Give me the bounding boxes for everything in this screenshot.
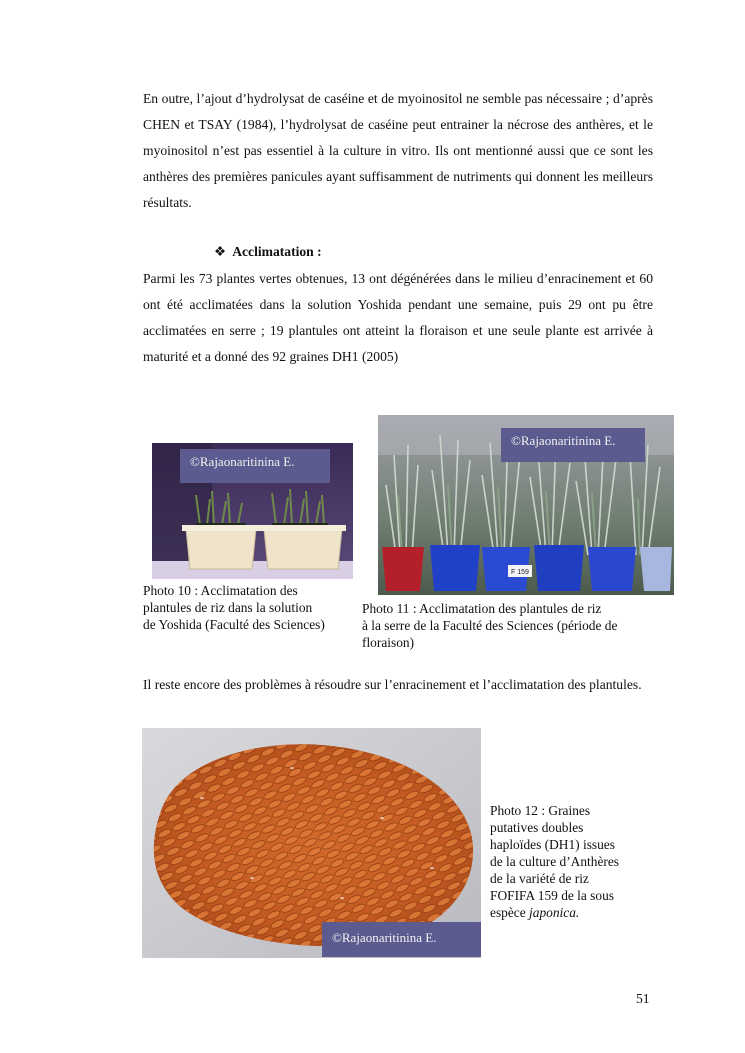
photo-10-caption — [143, 582, 358, 633]
caption-line: à la serre de la Faculté des Sciences (période de — [362, 618, 618, 633]
paragraph-problemes: Il reste encore des problèmes à résoudre sur l’enracinement et l’acclimatation des plantules. — [143, 677, 642, 692]
section-heading-acclimatation — [214, 244, 322, 260]
caption-text: espèce — [490, 905, 530, 920]
paragraph-hydrolysat: En outre, l’ajout d’hydrolysat de caséine et de myoinositol ne semble pas nécessaire ; d’après CHEN et TSAY (1984), l’hydrolysat de caséine peut entrainer la nécrose des anthères, et le myoinositol n’est pas essentiel à la culture in vitro. Ils ont mentionné aussi que ce sont les anthères des premières panicules ayant suffisamment de nutriments qui donnent les meilleurs résultats. — [143, 91, 653, 210]
caption-line — [490, 904, 660, 921]
photo-12-caption — [490, 802, 660, 921]
pot-label: F 159 — [511, 569, 529, 576]
caption-line: putatives doubles — [490, 820, 584, 835]
caption-line: Photo 10 : Acclimatation des — [143, 583, 298, 598]
caption-line: de la culture d’Anthères — [490, 854, 620, 869]
photo-10-credit: ©Rajaonaritinina E. — [180, 449, 330, 483]
caption-line: Photo 11 : Acclimatation des plantules de riz — [362, 601, 602, 616]
caption-line: Photo 12 : Graines — [490, 803, 591, 818]
photo-11-credit: ©Rajaonaritinina E. — [501, 428, 645, 462]
diamond-bullet-icon: ❖ — [214, 244, 227, 259]
caption-italic-text: japonica. — [529, 905, 580, 920]
page-number: 51 — [636, 991, 650, 1006]
caption-line: de la variété de riz — [490, 871, 589, 886]
caption-line: floraison) — [362, 635, 415, 650]
caption-line: de Yoshida (Faculté des Sciences) — [143, 617, 325, 632]
caption-line: plantules de riz dans la solution — [143, 600, 313, 615]
caption-line: FOFIFA 159 de la sous — [490, 888, 614, 903]
caption-line: haploïdes (DH1) issues — [490, 837, 615, 852]
section-heading-text: Acclimatation : — [232, 244, 322, 259]
photo-12-credit: ©Rajaonaritinina E. — [322, 922, 481, 957]
photo-11-caption — [362, 600, 662, 651]
paragraph-acclimatation: Parmi les 73 plantes vertes obtenues, 13 ont dégénérées dans le milieu d’enracinement et 60 ont été acclimatées dans la solution Yoshida pendant une semaine, puis 29 ont pu être acclimatées en serre ; 19 plantules ont atteint la floraison et une seule plante est arrivée à maturité et a donné des 92 graines DH1 (2005) — [143, 271, 653, 364]
